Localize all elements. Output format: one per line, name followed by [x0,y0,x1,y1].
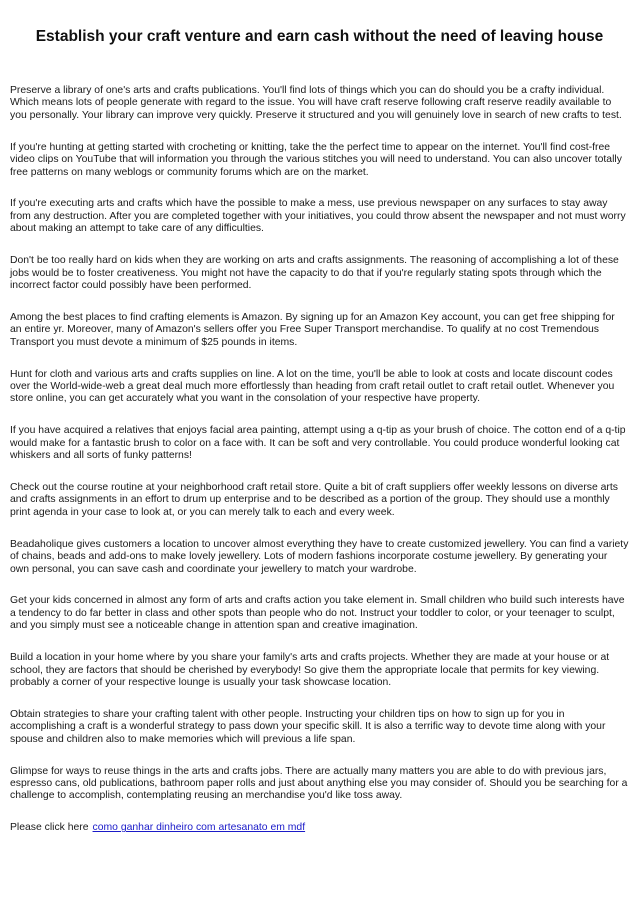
paragraph-8: Check out the course routine at your neighborhood craft retail store. Quite a bit of craft suppliers offer weekly lessons on diverse arts and crafts assignments in an effort to drum up enterprise and to be described as a portion of the group. They should use a monthly print agenda in your case to look at, or you can merely talk to each and every week. [10,482,618,518]
paragraph-7: If you have acquired a relatives that enjoys facial area painting, attempt using a q-tip as your brush of choice. The cotton end of a q-tip would make for a fantastic brush to color on a face with. It can be soft and very controllable. You could produce wonderful looking cat whiskers and all sorts of funky patterns! [10,425,626,462]
paragraph-4: Don't be too really hard on kids when they are working on arts and crafts assignments. The reasoning of accomplishing a lot of these jobs would be to foster creativeness. You might not have the capacity to do that if you're regularly stating spots through which the incorrect factor could possibly have been performed. [10,255,619,291]
footer-prefix: Please click here [10,822,89,834]
paragraph-1: Preserve a library of one's arts and crafts publications. You'll find lots of things which you can do should you be a crafty individual. Which means lots of people generate with regard to the issue. You will have craft reserve following craft reserve readily available to you personally. Your library can improve very quickly. Preserve it structured and you will genuinely love in search of new crafts to test. [10,85,622,121]
paragraph-12: Obtain strategies to share your crafting talent with other people. Instructing your children tips on how to sign up for you in accomplishing a craft is a wonderful strategy to pass down your specific skill. It is also a terrific way to devote time along with your spouse and children also to make memories which will previous a life span. [10,708,606,745]
paragraph-3: If you're executing arts and crafts which have the possible to make a mess, use previous newspaper on any surfaces to stay away from any destruction. After you are completed together with your initiatives, you could throw absent the newspaper and not must worry about making an attempt to take care of any difficulties. [10,198,626,235]
paragraph-10: Get your kids concerned in almost any form of arts and crafts action you take element in. Small children who build such interests have a tendency to do far better in class and other spots than people who do not. Instruct your toddler to color, or your teenager to sculpt, and you simply must see a noticeable change in attention span and creative imagination. [10,595,625,632]
footer-link[interactable]: como ganhar dinheiro com artesanato em mdf [92,822,306,834]
paragraph-11: Build a location in your home where by you share your family's arts and crafts projects. Whether they are made at your house or at school, they are factors that should be cherished by everybody! So give them the appropriate locale that permits for key viewing. probably a corner of your respective lounge is usually your task showcase location. [10,652,610,688]
paragraph-6: Hunt for cloth and various arts and crafts supplies on line. A lot on the time, you'll be able to look at costs and locate discount codes over the World-wide-web a great deal much more effortlessly than heading from craft retail outlet to craft retail outlet. Whenever you store online, you can get accurately what you want in the consolation of your respective have property. [10,368,615,405]
page-title: Establish your craft venture and earn cash without the need of leaving house [35,28,604,45]
paragraph-5: Among the best places to find crafting elements is Amazon. By signing up for an Amazon Key account, you can get free shipping for an entire yr. Moreover, many of Amazon's sellers offer you Free Super Transport merchandise. To qualify at no cost Tremendous Transport you must devote a minimum of $25 pounds in items. [10,311,615,348]
paragraph-13: Glimpse for ways to reuse things in the arts and crafts jobs. There are actually many matters you are able to do with previous jars, espresso cans, old publications, bathroom paper rolls and just about anything else you may consider of. Should you be searching for a challenge to accomplish, contemplating reusing an merchandise you'd like toss away. [10,765,628,802]
footer-line [10,822,629,834]
paragraph-9: Beadaholique gives customers a location to uncover almost everything they have to create customized jewellery. You can find a variety of chains, beads and add-ons to make lovely jewellery. Lots of modern fashions incorporate costume jewellery. By generating your own personal, you can save cash and coordinate your jewellery to match your wardrobe. [10,538,629,575]
paragraph-2: If you're hunting at getting started with crocheting or knitting, take the the perfect time to appear on the internet. You'll find cost-free video clips on YouTube that will information you through the various stitches you will need to understand. You can also uncover totally free patterns on many weblogs or community forums which are on the market. [10,141,622,178]
article-body [10,85,629,835]
